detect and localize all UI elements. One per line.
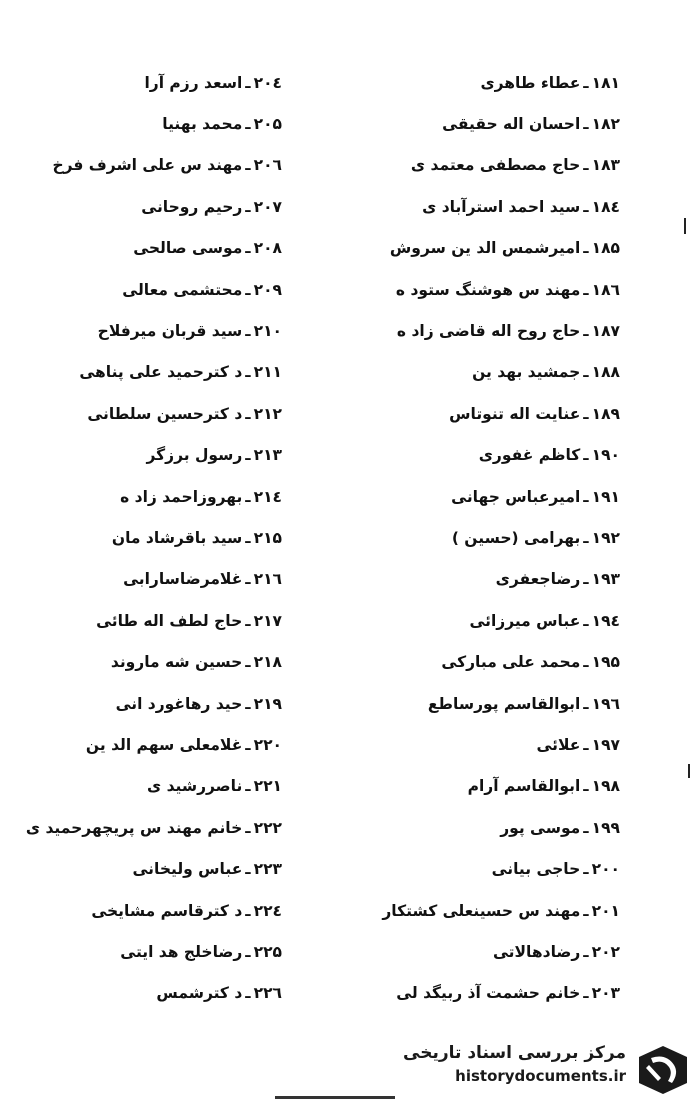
entry-person-name: د کترحسین سلطانی	[87, 404, 243, 423]
archive-watermark-url: historydocuments.ir	[455, 1067, 626, 1085]
entry-dash: ـ	[245, 528, 251, 547]
entry-number: ۱۹٦	[591, 694, 620, 713]
entry-number: ۱۹٤	[591, 611, 620, 630]
entry-person-name: خانم مهند س پریچهرحمید ی	[25, 818, 243, 837]
entry-number: ۲۱۰	[253, 322, 282, 341]
archive-watermark-title: مرکز بررسی اسناد تاریخی	[403, 1043, 626, 1063]
name-list-entry	[12, 103, 282, 144]
entry-dash: ـ	[583, 446, 589, 465]
entry-dash: ـ	[583, 197, 589, 216]
entry-dash: ـ	[245, 818, 251, 837]
entry-number: ۲۲٦	[253, 984, 282, 1003]
entry-number: ۲۲۰	[253, 735, 282, 754]
entry-dash: ـ	[583, 860, 589, 879]
entry-number: ۲۲۵	[253, 942, 282, 961]
entry-person-name: امیرشمس الد ین سروش	[389, 239, 581, 258]
name-list-entry	[12, 228, 282, 269]
entry-dash: ـ	[583, 280, 589, 299]
entry-person-name: مهند س حسینعلی کشتکار	[382, 901, 581, 920]
name-list-entry	[320, 641, 620, 682]
name-list-entry	[320, 62, 620, 103]
entry-number: ۲۰۰	[591, 860, 620, 879]
name-list-entry	[12, 435, 282, 476]
entry-dash: ـ	[245, 901, 251, 920]
entry-number: ۱۸۱	[591, 73, 620, 92]
entry-number: ۲۰۵	[253, 115, 282, 134]
archive-logo-icon	[634, 1043, 692, 1097]
entry-number: ۲۱۹	[253, 694, 282, 713]
entry-number: ۲۲۳	[253, 860, 282, 879]
entry-dash: ـ	[245, 984, 251, 1003]
entry-dash: ـ	[583, 487, 589, 506]
name-list-entry	[12, 600, 282, 641]
name-list-entry	[12, 641, 282, 682]
entry-person-name: رضاجعفری	[495, 570, 581, 589]
archive-watermark	[402, 1043, 692, 1097]
entry-person-name: جمشید بهد ین	[472, 363, 581, 382]
entry-person-name: موسی پور	[500, 818, 581, 837]
entry-dash: ـ	[245, 363, 251, 382]
entry-number: ۲۱۳	[253, 446, 282, 465]
name-list-entry	[12, 517, 282, 558]
entry-person-name: عباس میرزائی	[469, 611, 581, 630]
entry-dash: ـ	[583, 653, 589, 672]
entry-person-name: ابوالقاسم آرام	[467, 777, 581, 796]
entry-dash: ـ	[245, 570, 251, 589]
entry-number: ۲۲۱	[253, 777, 282, 796]
entry-person-name: عباس ولیخانی	[132, 860, 243, 879]
name-list-entry	[320, 476, 620, 517]
name-list-entry	[320, 931, 620, 972]
entry-person-name: رضادهالاتی	[493, 942, 581, 961]
entry-number: ۱۸۸	[591, 363, 620, 382]
name-list-entry	[12, 310, 282, 351]
entry-person-name: اسعد رزم آرا	[144, 73, 243, 92]
name-list-entry	[320, 269, 620, 310]
entry-dash: ـ	[583, 694, 589, 713]
entry-number: ۲۰۲	[591, 942, 620, 961]
entry-dash: ـ	[245, 197, 251, 216]
name-list-entry	[12, 145, 282, 186]
name-list-entry	[12, 766, 282, 807]
entry-dash: ـ	[583, 818, 589, 837]
entry-person-name: غلامعلی سهم الد ین	[85, 735, 243, 754]
entry-person-name: غلامرضاسارابی	[123, 570, 243, 589]
entry-number: ۲۰٤	[253, 73, 282, 92]
bottom-page-rule	[275, 1096, 395, 1099]
entry-number: ۲۲٤	[253, 901, 282, 920]
name-list-entry	[12, 269, 282, 310]
name-list-entry	[12, 848, 282, 889]
name-list-entry	[320, 890, 620, 931]
entry-number: ۲۰۸	[253, 239, 282, 258]
entry-number: ۲۰۳	[591, 984, 620, 1003]
name-list-entry	[320, 600, 620, 641]
entry-person-name: احسان اله حقیقی	[442, 115, 581, 134]
entry-number: ۲۰۹	[253, 280, 282, 299]
entry-dash: ـ	[583, 777, 589, 796]
entry-person-name: ناصررشید ی	[146, 777, 243, 796]
name-list-entry	[320, 186, 620, 227]
entry-number: ۲۱۷	[253, 611, 282, 630]
entry-person-name: حید رهاغورد انی	[115, 694, 243, 713]
entry-dash: ـ	[583, 239, 589, 258]
entry-dash: ـ	[583, 156, 589, 175]
entry-number: ۲۰۷	[253, 197, 282, 216]
name-list-entry	[320, 517, 620, 558]
entry-number: ۱۹۵	[591, 653, 620, 672]
name-list-entry	[12, 352, 282, 393]
name-list-entry	[12, 559, 282, 600]
entry-person-name: حاج روح اله قاضی زاد ه	[396, 322, 581, 341]
left-column-list	[12, 62, 282, 1014]
name-list-entry	[320, 559, 620, 600]
entry-dash: ـ	[583, 363, 589, 382]
entry-person-name: رسول برزگر	[146, 446, 243, 465]
entry-person-name: رضاخلج هد ایتی	[120, 942, 243, 961]
name-list-entry	[12, 683, 282, 724]
entry-dash: ـ	[583, 611, 589, 630]
entry-dash: ـ	[583, 322, 589, 341]
name-list-entry	[12, 724, 282, 765]
entry-dash: ـ	[583, 404, 589, 423]
entry-number: ۲۱٦	[253, 570, 282, 589]
entry-person-name: سید باقرشاد مان	[111, 528, 243, 547]
entry-dash: ـ	[583, 942, 589, 961]
entry-number: ۱۹۲	[591, 528, 620, 547]
entry-number: ۱۸٦	[591, 280, 620, 299]
entry-dash: ـ	[245, 404, 251, 423]
name-list-entry	[320, 310, 620, 351]
right-edge-mark-bottom	[688, 764, 690, 778]
entry-person-name: رحیم روحانی	[141, 197, 243, 216]
name-list-entry	[320, 145, 620, 186]
entry-dash: ـ	[583, 984, 589, 1003]
name-list-entry	[320, 352, 620, 393]
entry-number: ۱۹۹	[591, 818, 620, 837]
entry-dash: ـ	[245, 694, 251, 713]
entry-person-name: سید قربان میرفلاح	[97, 322, 243, 341]
entry-person-name: ابوالقاسم پورساطع	[427, 694, 581, 713]
entry-dash: ـ	[245, 860, 251, 879]
entry-person-name: بهرامی (حسین )	[451, 528, 581, 547]
entry-number: ۲۲۲	[253, 818, 282, 837]
entry-person-name: موسی صالحی	[133, 239, 243, 258]
entry-person-name: حاجی بیانی	[491, 860, 581, 879]
entry-dash: ـ	[245, 777, 251, 796]
entry-dash: ـ	[583, 528, 589, 547]
name-list-entry	[320, 848, 620, 889]
entry-number: ۱۸۷	[591, 322, 620, 341]
entry-number: ۲۰٦	[253, 156, 282, 175]
entry-dash: ـ	[245, 942, 251, 961]
entry-number: ۲۱۱	[253, 363, 282, 382]
entry-number: ۲۱۸	[253, 653, 282, 672]
name-list-entry	[12, 476, 282, 517]
entry-dash: ـ	[583, 115, 589, 134]
entry-dash: ـ	[583, 570, 589, 589]
entry-dash: ـ	[245, 239, 251, 258]
entry-number: ۱۹۳	[591, 570, 620, 589]
entry-person-name: مهند س علی اشرف فرخ	[52, 156, 243, 175]
name-list-entry	[320, 103, 620, 144]
entry-dash: ـ	[245, 115, 251, 134]
entry-person-name: خانم حشمت آذ ربیگد لی	[396, 984, 581, 1003]
entry-dash: ـ	[245, 73, 251, 92]
name-list-entry	[12, 62, 282, 103]
name-list-entry	[12, 890, 282, 931]
entry-number: ۱۸۵	[591, 239, 620, 258]
entry-person-name: محمد علی مبارکی	[441, 653, 581, 672]
entry-dash: ـ	[245, 653, 251, 672]
entry-number: ۱۸۹	[591, 404, 620, 423]
entry-dash: ـ	[245, 446, 251, 465]
name-list-entry	[320, 807, 620, 848]
entry-person-name: مهند س هوشنگ ستود ه	[395, 280, 581, 299]
name-list-entry	[12, 807, 282, 848]
entry-number: ۲۱۵	[253, 528, 282, 547]
entry-person-name: عطاء طاهری	[480, 73, 581, 92]
entry-number: ۱۹۸	[591, 777, 620, 796]
right-edge-mark-top	[684, 218, 686, 234]
name-list-entry	[320, 766, 620, 807]
right-column-list	[320, 62, 620, 1014]
name-list-entry	[320, 435, 620, 476]
entry-person-name: حسین شه ماروند	[110, 653, 243, 672]
entry-person-name: حاج لطف اله طائی	[96, 611, 243, 630]
entry-dash: ـ	[245, 156, 251, 175]
entry-person-name: بهروزاحمد زاد ه	[120, 487, 243, 506]
name-list-entry	[320, 228, 620, 269]
name-list-entry	[12, 186, 282, 227]
name-list-entry	[320, 683, 620, 724]
entry-dash: ـ	[245, 611, 251, 630]
entry-person-name: د کترحمید علی پناهی	[79, 363, 243, 382]
entry-number: ۲۱٤	[253, 487, 282, 506]
entry-dash: ـ	[245, 280, 251, 299]
entry-person-name: د کترقاسم مشایخی	[91, 901, 243, 920]
entry-person-name: عنایت اله تنوتاس	[449, 404, 581, 423]
entry-number: ۱۹۷	[591, 735, 620, 754]
entry-number: ۱۸۳	[591, 156, 620, 175]
name-list-entry	[12, 973, 282, 1014]
name-list-entry	[320, 973, 620, 1014]
entry-person-name: محتشمی معالی	[122, 280, 243, 299]
entry-person-name: حاج مصطفی معتمد ی	[410, 156, 581, 175]
name-list-entry	[12, 393, 282, 434]
entry-person-name: محمد بهنیا	[162, 115, 243, 134]
entry-dash: ـ	[245, 322, 251, 341]
entry-person-name: سید احمد استرآباد ی	[422, 197, 581, 216]
name-list-entry	[320, 393, 620, 434]
entry-number: ۱۹۰	[591, 446, 620, 465]
entry-person-name: کاظم غفوری	[478, 446, 581, 465]
entry-number: ۱۹۱	[591, 487, 620, 506]
name-list-entry	[320, 724, 620, 765]
entry-person-name: د کترشمس	[156, 984, 243, 1003]
entry-dash: ـ	[245, 735, 251, 754]
entry-person-name: علائی	[536, 735, 581, 754]
entry-number: ۱۸٤	[591, 197, 620, 216]
entry-person-name: امیرعباس جهانی	[451, 487, 581, 506]
entry-dash: ـ	[583, 73, 589, 92]
entry-dash: ـ	[583, 735, 589, 754]
name-list-entry	[12, 931, 282, 972]
entry-number: ۱۸۲	[591, 115, 620, 134]
entry-dash: ـ	[583, 901, 589, 920]
entry-number: ۲۱۲	[253, 404, 282, 423]
entry-dash: ـ	[245, 487, 251, 506]
entry-number: ۲۰۱	[591, 901, 620, 920]
